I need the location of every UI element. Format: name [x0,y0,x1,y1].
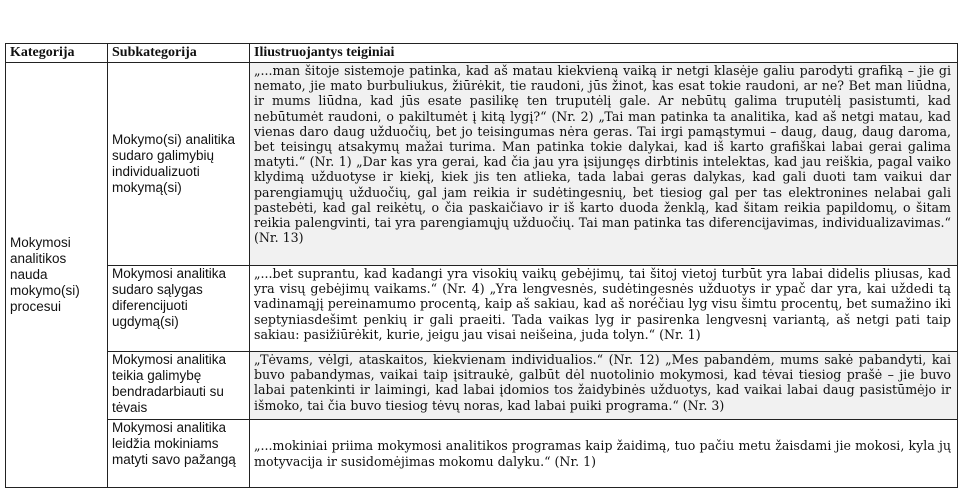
statement-cell: „...mokiniai priima mokymosi analitikos programas kaip žaidimą, tuo pačiu metu žaisdami jie mokosi, kyla jų motyvacija ir susidomėjimas mokomu dalyku.“ (Nr. 1) [250,420,958,488]
table-row [6,420,958,488]
header-statements: Iliustruojantys teiginiai [250,44,958,63]
header-subcategory: Subkategorija [108,44,250,63]
table-row [6,266,958,352]
subcategory-cell: Mokymosi analitika teikia galimybę bendradarbiauti su tėvais [108,352,250,420]
statement-cell: „...man šitoje sistemoje patinka, kad aš matau kiekvieną vaiką ir netgi klasėje galiu parodyti grafiką – jie gi nemato, jie mato burbuliukus, žiūrėkit, tie raudoni, jūs žinot, kas esat tokie raudoni, ar ne? Bet man liūdna, ir mums liūdna, kad jūs esate pasilikę ten truputėlį gale. Ar nebūtų galima truputėlį pasistumti, kad nebūtumėt raudoni, o pakiltumėt į kitą lygį?“ (Nr. 2) „Tai man patinka ta analitika, kad aš netgi matau, kad vienas daro daug užduočių, bet jo teisingumas nėra geras. Tai irgi pamąstymui – daug, daug, daug daroma, bet teisingų atsakymų mažai turima. Man patinka tokie dalykai, kad iš karto grafiškai labai gerai galima matyti.“ (Nr. 1) „Dar kas yra gerai, kad čia jau yra įsijungęs dirbtinis intelektas, kad jau reiškia, pagal vaiko klydimą užduotyse ir kiekį, kiek jis ten atlieka, tada labai geras dalykas, kad gali duoti tam vaikui dar parengiamųjų užduočių, gal jam reikia ir sudėtingesnių, bet tiesiog gal per tas elektronines nelabai gali pastebėti, kad gal reikėtų, o čia paskaičiavo ir iš karto duoda ženklą, kad šitam reikia papildomų, o šitam reikia palengvinti, tai yra parengiamųjų užduočių. Tai man patinka tas diferencijavimas, individualizavimas.“ (Nr. 13) [250,63,958,266]
subcategory-cell: Mokymosi analitika leidžia mokiniams matyti savo pažangą [108,420,250,488]
subcategory-cell: Mokymosi analitika sudaro sąlygas diferencijuoti ugdymą(si) [108,266,250,352]
statement-cell: „...bet suprantu, kad kadangi yra visokių vaikų gebėjimų, tai šitoj vietoj turbūt yra labai didelis pliusas, kad yra visų gebėjimų vaikams.“ (Nr. 4) „Yra lengvesnės, sudėtingesnės užduotys ir ypač dar yra, kai uždedi tą vadinamąjį pereinamumo procentą, kaip aš sakiau, kad aš noréčiau lyg visu šimtu procentų, bet sumažino iki septyniasdešimt penkių ir gali praeiti. Tada vaikas lyg ir pasirenka lengvesnį variantą, aš netgi pati taip sakiau: pasižiūrėkit, kurie, jeigu jau visai neišeina, juda tolyn.“ (Nr. 1) [250,266,958,352]
table-row [6,63,958,266]
header-category: Kategorija [6,44,108,63]
subcategory-cell: Mokymo(si) analitika sudaro galimybių individualizuoti mokymą(si) [108,63,250,266]
header-row [6,44,958,63]
categories-table [5,43,958,488]
category-cell: Mokymosi analitikos nauda mokymo(si) procesui [6,63,108,488]
statement-cell: „Tėvams, vėlgi, ataskaitos, kiekvienam individualios.“ (Nr. 12) „Mes pabandėm, mums sakė pabandyti, kai buvo pabandymas, vaikai taip įsitraukė, galbūt dėl nuotolinio mokymosi, kad tėvai tiesiog prašė – jie buvo labai patenkinti ir laimingi, kad labai įdomios tos žaidybinės užduotys, kad vaikai labai daug pasistūmėjo ir išmoko, tai čia buvo tiesiog tėvų noras, kad labai puiki programa.“ (Nr. 3) [250,352,958,420]
table-row [6,352,958,420]
